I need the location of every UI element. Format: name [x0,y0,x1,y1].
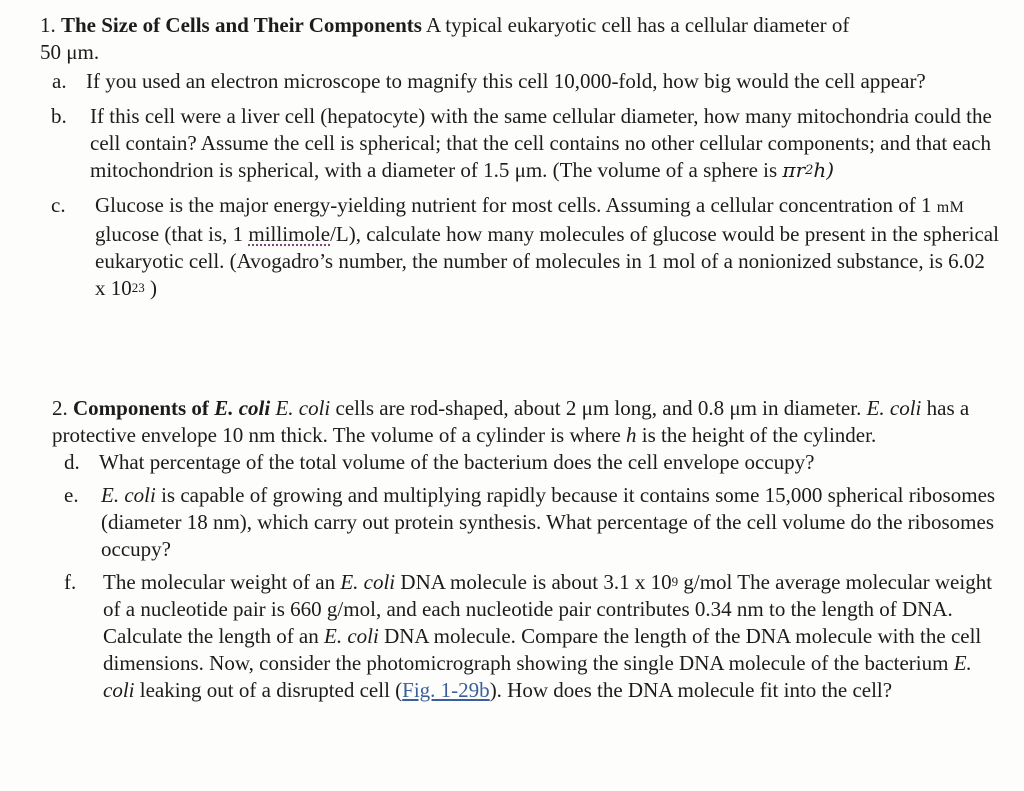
cell-diameter-value: 50 [40,40,61,64]
question-2d [52,449,1002,476]
subquestion-letter: f. [64,570,77,594]
question-1-intro [40,12,1000,66]
figure-link[interactable]: Fig. 1-29b [402,678,490,702]
organism-name: E. coli [866,396,922,420]
question-2-intro: 2. Components of E. coli E. coli cells are rod-shaped, about 2 μm long, and 0.8 μm in diameter. E. coli has a protective envelope 10 nm thick. The volume of a cylinder is where h is the height of the cylinder. [52,396,970,447]
subquestion-text: is capable of growing and multiplying rapidly because it contains some 15,000 spherical ribosomes (diameter 18 nm), which carry out protein synthesis. What percentage of the cell volume do the ribosomes occupy? [101,483,996,561]
question-2f: f. The molecular weight of an E. coli DNA molecule is about 3.1 x $10^9$ g/mol The average molecular weight of a nucleotide pair is 660 g/mol, and each nucleotide pair contributes 0.34 nm to the length of DNA. Calculate the length of an E. coli DNA molecule. Compare the length of the DNA molecule with the cell dimensions. Now, consider the photomicrograph showing the single DNA molecule of the bacterium E. coli leaking out of a disrupted cell (Fig. 1-29b). How does the DNA molecule fit into the cell? [64,570,993,702]
question-1c: c. Glucose is the major energy-yielding nutrient for most cells. Assuming a cellular concentration of 1 mM glucose (that is, 1 millimole/L), calculate how many molecules of glucose would be present in the spherical eukaryotic cell. (Avogadro’s number, the number of molecules in 1 mol of a nonionized substance, is 6.02 x $10^{23}$ ) [51,193,999,300]
variable-h: h [626,423,637,447]
question-number: 2. [52,396,68,420]
question-1b [40,103,1000,184]
organism-name: E. coli [103,651,972,702]
mw-exponent: 9 [671,574,679,589]
subquestion-text: Glucose is the major energy-yielding nutrient for most cells. Assuming a cellular concentration of 1 [95,193,932,217]
concentration-unit: mM [936,199,965,216]
subquestion-text: If you used an electron microscope to magnify this cell 10,000-fold, how big would the cell appear? [86,69,926,93]
millimole-term: millimole [248,222,331,246]
question-title: Components of E. coli [73,396,271,420]
question-2 [52,395,1002,704]
question-number: 1. [40,13,56,37]
question-intro: A typical eukaryotic cell has a cellular diameter of [426,13,850,37]
subquestion-letter: d. [64,450,80,474]
cell-diameter-unit: μm. [66,40,100,64]
subquestion-letter: e. [64,483,79,507]
avogadro-exponent: 23 [131,280,145,295]
subquestion-letter: b. [51,104,67,128]
subquestion-letter: a. [52,69,67,93]
question-title: The Size of Cells and Their Components [61,13,422,37]
question-2e [52,482,1002,563]
sphere-volume-formula: $\pi r^2h$) [782,158,835,182]
organism-name: E. coli [101,483,156,507]
subquestion-text: If this cell were a liver cell (hepatocyte) with the same cellular diameter, how many mitochondria could the cell contain? Assume the cell is spherical; that the cell contains no other cellular components; and that each mitochondrion is spherical, with a diameter of 1.5 μm. (The volume of a sphere is [90,104,992,182]
organism-name: E. coli [340,570,396,594]
question-1 [40,12,1000,302]
subquestion-text: What percentage of the total volume of the bacterium does the cell envelope occupy? [99,450,815,474]
organism-name: E. coli [324,624,379,648]
subquestion-letter: c. [51,193,66,217]
organism-name: E. coli [275,396,331,420]
question-1a [40,68,1000,95]
